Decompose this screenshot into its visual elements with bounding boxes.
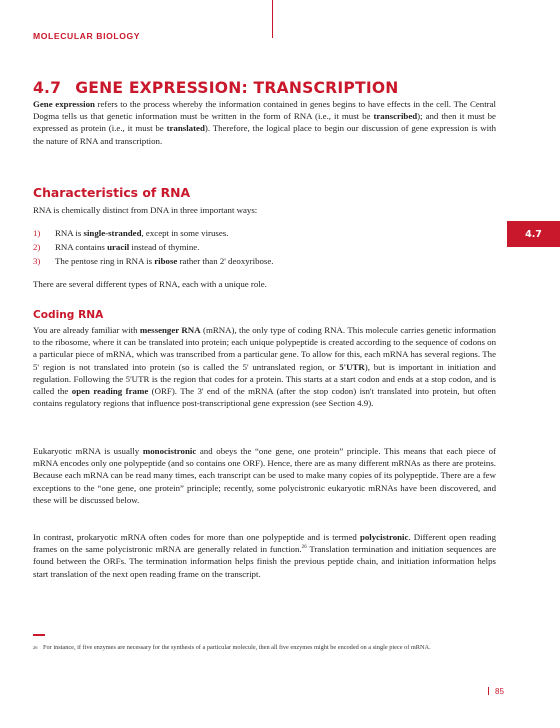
list-number: 2) (33, 241, 41, 252)
list-text: The pentose ring in RNA is (55, 255, 155, 266)
heading-coding-rna: Coding RNA (33, 309, 104, 321)
section-side-tab[interactable]: 4.7 (507, 221, 560, 247)
text: . Different open reading frames on the same polycistronic mRNA are generally related in function. (33, 532, 496, 555)
intro-text-2: ); and then it must be expressed as protein (i.e., it must be (33, 111, 496, 134)
footnote-mark: 26 (33, 645, 38, 650)
footnote-divider (33, 634, 45, 636)
section-title-text: GENE EXPRESSION: TRANSCRIPTION (75, 79, 399, 97)
page-number (488, 687, 504, 696)
text: You are already familiar with (33, 325, 140, 335)
list-term: single-stranded (83, 228, 142, 238)
page-number-text: 85 (495, 687, 504, 696)
section-title (33, 79, 399, 97)
coding-paragraph-3 (33, 531, 496, 580)
text: (mRNA), the only type of coding RNA. This molecule carries genetic information to the ribosome, where it can be translated into protein; each unique polypeptide is created according to the sequence of codons on a particular piece of mRNA, which was transcribed from a particular gene. To allow for this, each mRNA has several regions. The 5' region is not translated into protein (so is called the 5' untranslated region, or (33, 325, 496, 372)
text: Translation termination and initiation sequences are found between the ORFs. The termination information helps finish the previous peptide chain, and initiation information helps start translation of the next open reading frame on the transcript. (33, 544, 497, 579)
section-number: 4.7 (33, 79, 62, 97)
intro-paragraph (33, 98, 496, 147)
term-messenger-rna: messenger RNA (139, 325, 201, 335)
top-divider (272, 0, 273, 38)
term-polycistronic: polycistronic (359, 532, 409, 542)
coding-paragraph-1 (33, 324, 496, 409)
text: (ORF). The 3' end of the mRNA (after the stop codon) isn't translated into protein, but often contains regulatory regions that influence post-transcriptional gene expression (see Section 4.9). (33, 386, 496, 409)
term-monocistronic: monocistronic (142, 446, 197, 456)
text: In contrast, prokaryotic mRNA often codes for more than one polypeptide and is termed (33, 532, 360, 542)
list-text: RNA contains (55, 241, 108, 252)
intro-text-1: refers to the process whereby the information contained in genes begins to have effects in the cell. The Central Dogma tells us that genetic information must be written in the form of RNA (i.e., it must be (33, 99, 496, 122)
list-text: , except in some viruses. (141, 228, 229, 238)
list-number: 3) (33, 255, 41, 266)
term-5utr: 5'UTR (339, 361, 365, 372)
running-header: MOLECULAR BIOLOGY (33, 31, 141, 41)
term-transcribed: transcribed (373, 111, 418, 122)
page-number-bar (488, 687, 489, 695)
footnote-reference[interactable]: 26 (301, 545, 307, 551)
coding-paragraph-2 (33, 445, 496, 506)
term-open-reading-frame: open reading frame (71, 386, 149, 397)
text: ), but is important in initiation and regulation. Following the 5'UTR is the region that codes for a protein. This starts at a start codon and ends at a stop codon, and is called the (33, 361, 496, 397)
rna-types-sentence: There are several different types of RNA, each with a unique role. (33, 279, 267, 289)
term-translated: translated (166, 123, 205, 134)
list-item (33, 227, 274, 241)
term-gene-expression: Gene expression (33, 99, 95, 109)
list-number: 1) (33, 228, 41, 238)
text: and obeys the “one gene, one protein” principle. This means that each piece of mRNA encodes only one polypeptide (and so contains one ORF). Hence, there are as many different mRNAs as there are proteins. Because each mRNA can be read many times, each transcript can be used to make many copies of its polypeptide. There are a few exceptions to the “one gene, one protein” principle; recently, some polycistronic eukaryotic mRNAs have been discovered, and these will be discussed below. (33, 446, 496, 505)
list-item (33, 241, 274, 255)
characteristics-lead: RNA is chemically distinct from DNA in three important ways: (33, 205, 258, 215)
list-text: instead of thymine. (129, 241, 200, 252)
text: Eukaryotic mRNA is usually (33, 446, 143, 456)
footnote-text: For instance, if five enzymes are necessary for the synthesis of a particular molecule, then all five enzymes might be encoded on a single piece of mRNA. (43, 644, 431, 651)
list-text: RNA is (55, 228, 84, 238)
list-text: rather than 2' deoxyribose. (177, 255, 274, 266)
heading-characteristics: Characteristics of RNA (33, 185, 191, 200)
list-term: uracil (107, 241, 130, 252)
list-item (33, 255, 274, 269)
footnote (33, 643, 483, 652)
rna-differences-list (33, 227, 274, 268)
list-term: ribose (154, 255, 178, 266)
intro-text-3: ). Therefore, the logical place to begin our discussion of gene expression is with the nature of RNA and transcription. (33, 123, 496, 146)
